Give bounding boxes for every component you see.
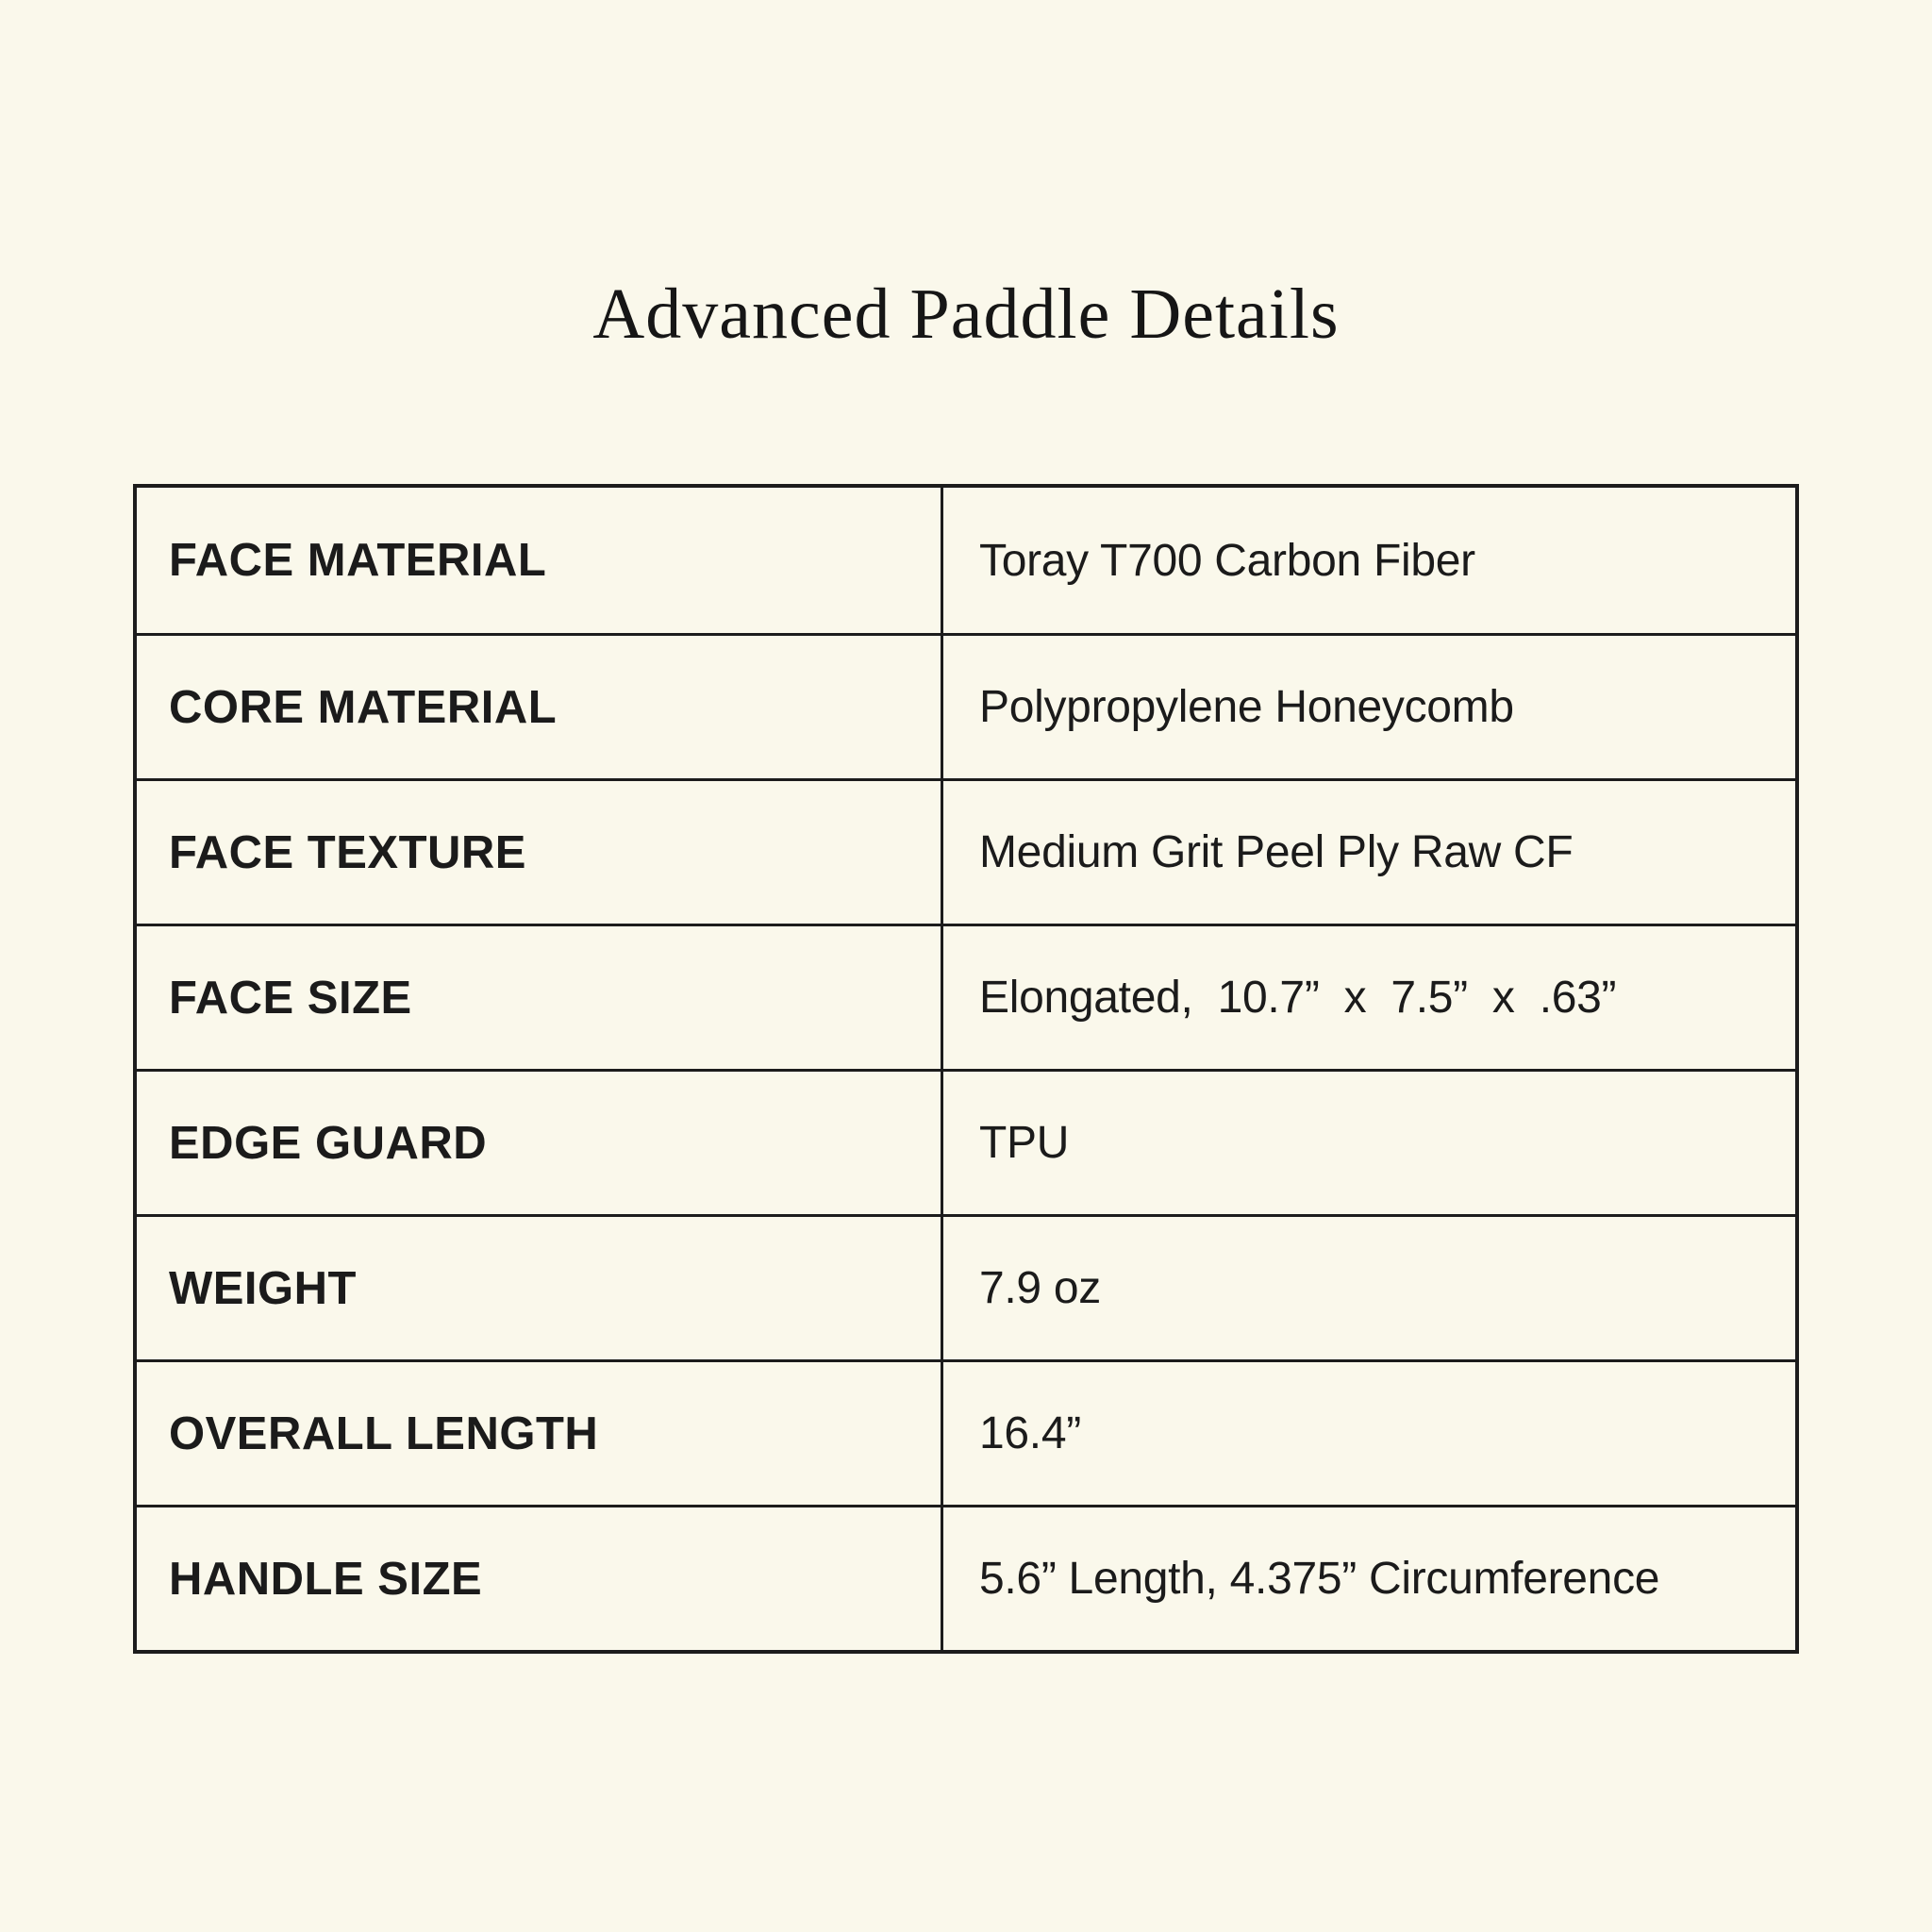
spec-label: EDGE GUARD: [137, 1069, 943, 1214]
spec-table: [133, 484, 1799, 1654]
spec-label: CORE MATERIAL: [137, 633, 943, 778]
spec-value: Elongated, 10.7” x 7.5” x .63”: [943, 924, 1795, 1069]
spec-label: HANDLE SIZE: [137, 1505, 943, 1650]
spec-label: FACE TEXTURE: [137, 778, 943, 924]
spec-value: Medium Grit Peel Ply Raw CF: [943, 778, 1795, 924]
page-title: Advanced Paddle Details: [592, 275, 1340, 354]
spec-label: WEIGHT: [137, 1214, 943, 1359]
spec-label: OVERALL LENGTH: [137, 1359, 943, 1505]
spec-value: Polypropylene Honeycomb: [943, 633, 1795, 778]
spec-label: FACE MATERIAL: [137, 488, 943, 633]
spec-value: TPU: [943, 1069, 1795, 1214]
spec-value: Toray T700 Carbon Fiber: [979, 535, 1475, 586]
spec-value: 16.4”: [943, 1359, 1795, 1505]
spec-value: 5.6” Length, 4.375” Circumference: [943, 1505, 1795, 1650]
spec-label: FACE SIZE: [137, 924, 943, 1069]
spec-value: 7.9 oz: [943, 1214, 1795, 1359]
